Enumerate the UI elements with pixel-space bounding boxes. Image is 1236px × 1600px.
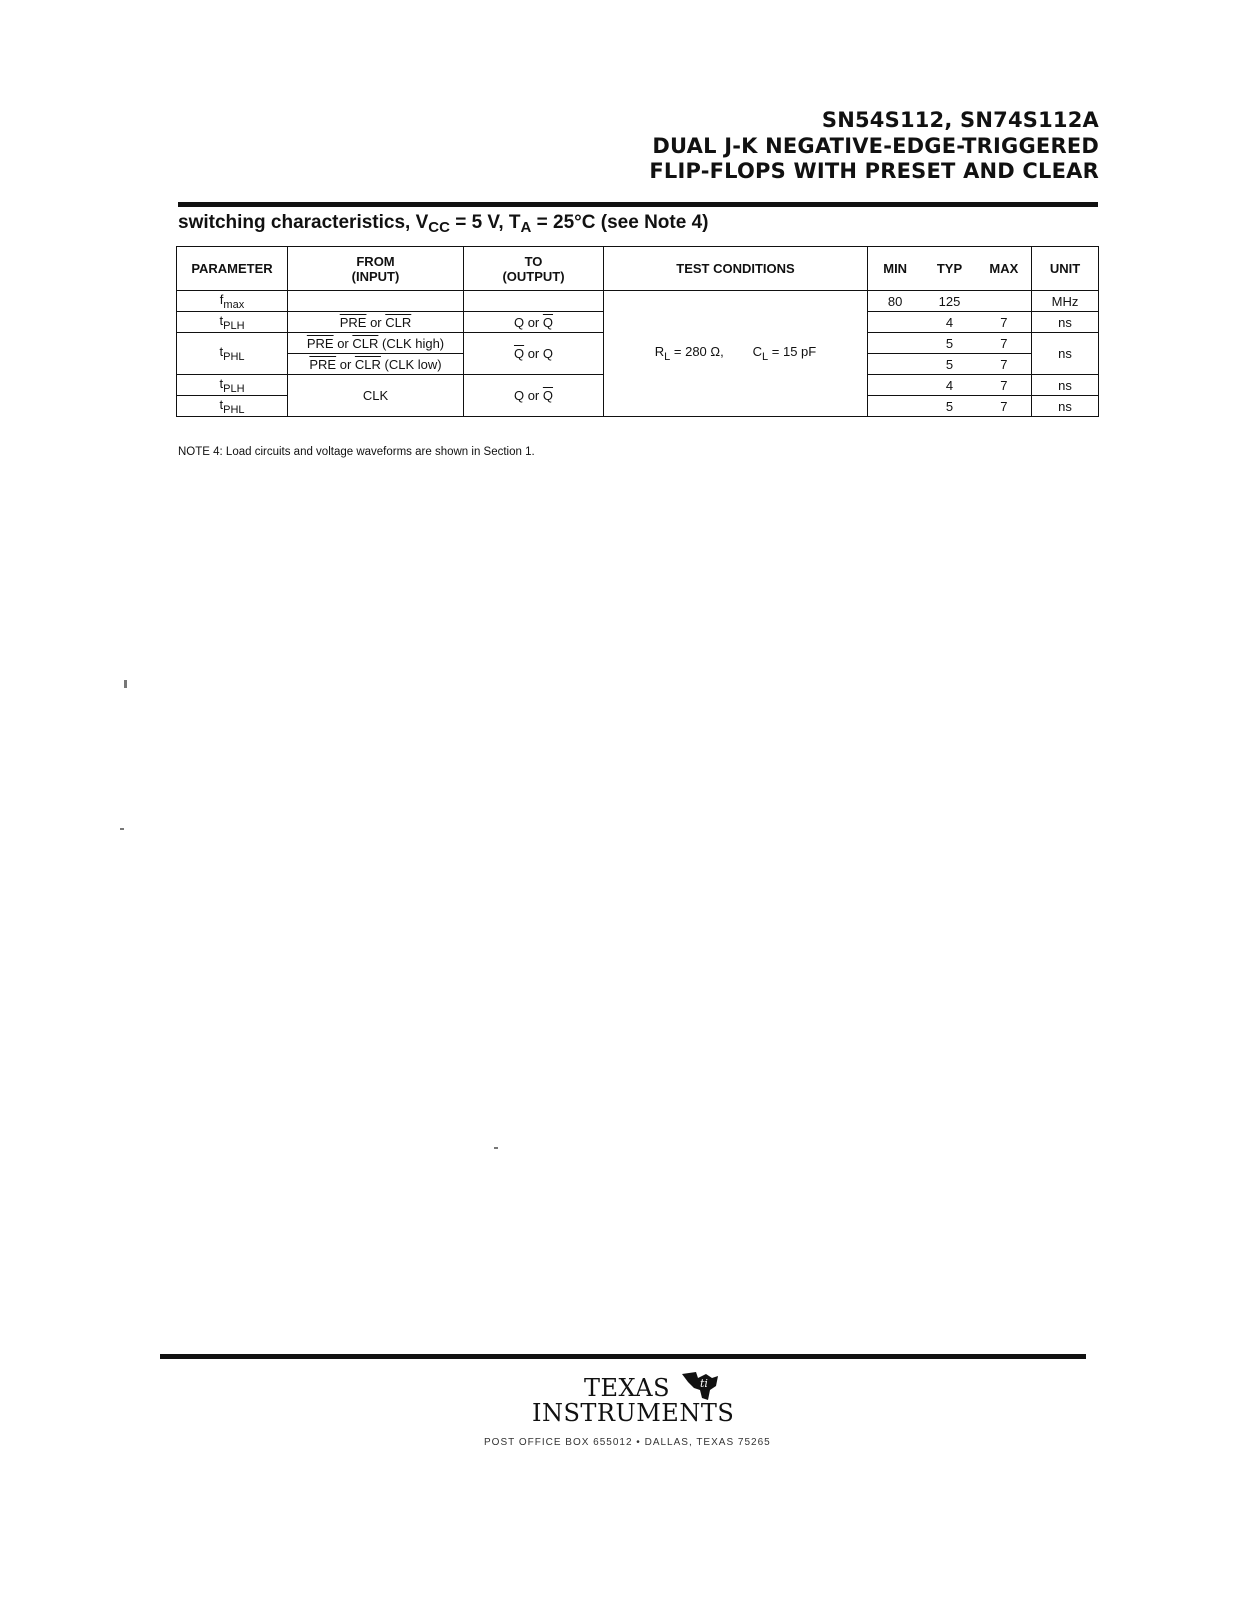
col-header-test-conditions: TEST CONDITIONS — [604, 247, 868, 291]
footer-address: POST OFFICE BOX 655012 • DALLAS, TEXAS 75265 — [484, 1437, 771, 1448]
values-cell: 5 7 — [868, 333, 1032, 354]
from-cell: $\overline{PRE}$ or $\overline{CLR}$ (CLK low) — [288, 354, 464, 375]
device-title-line-2: FLIP-FLOPS WITH PRESET AND CLEAR — [649, 159, 1099, 183]
col-header-from: FROM (INPUT) — [288, 247, 464, 291]
ti-logo-icon — [676, 1368, 724, 1404]
unit-cell: ns — [1032, 396, 1099, 417]
from-cell: $\overline{PRE}$ or $\overline{CLR}$ (CLK high) — [288, 333, 464, 354]
param-cell: $t_{PLH}$ — [177, 375, 288, 396]
section-caption: switching characteristics, $V_{CC} = 5$ V, $T_A = 25^\circ C$ (see Note 4) — [178, 212, 709, 236]
from-cell: $\overline{PRE}$ or $\overline{CLR}$ — [288, 312, 464, 333]
brand-word-texas: TEXAS — [584, 1374, 671, 1402]
svg-text:ti: ti — [700, 1377, 708, 1390]
footer-rule — [160, 1354, 1086, 1359]
to-cell: Q or $\overline{Q}$ — [464, 375, 604, 417]
table-row — [177, 291, 1099, 312]
header-rule — [178, 202, 1098, 207]
brand-word-instruments: INSTRUMENTS — [532, 1399, 735, 1427]
switching-characteristics-table — [176, 246, 1099, 417]
unit-cell: ns — [1032, 312, 1099, 333]
table-header-row — [177, 247, 1099, 291]
device-title-line-1: DUAL J-K NEGATIVE-EDGE-TRIGGERED — [652, 134, 1099, 158]
unit-cell: ns — [1032, 375, 1099, 396]
unit-cell: ns — [1032, 333, 1099, 375]
table-note: NOTE 4: Load circuits and voltage waveforms are shown in Section 1. — [178, 446, 535, 458]
col-header-unit: UNIT — [1032, 247, 1099, 291]
col-header-parameter: PARAMETER — [177, 247, 288, 291]
param-cell: $t_{PLH}$ — [177, 312, 288, 333]
param-cell: $t_{PHL}$ — [177, 333, 288, 375]
from-cell — [288, 291, 464, 312]
to-cell: $\overline{Q}$ or Q — [464, 333, 604, 375]
col-header-to: TO (OUTPUT) — [464, 247, 604, 291]
values-cell: 5 7 — [868, 354, 1032, 375]
param-cell: $f_{max}$ — [177, 291, 288, 312]
to-cell — [464, 291, 604, 312]
scan-speck — [120, 828, 124, 830]
to-cell: Q or $\overline{Q}$ — [464, 312, 604, 333]
col-header-min-typ-max: MIN TYP MAX — [868, 247, 1032, 291]
values-cell: 5 7 — [868, 396, 1032, 417]
values-cell: 80 125 — [868, 291, 1032, 312]
unit-cell: MHz — [1032, 291, 1099, 312]
scan-speck — [124, 680, 127, 688]
part-number-title: SN54S112, SN74S112A — [821, 108, 1099, 132]
from-cell: CLK — [288, 375, 464, 417]
values-cell: 4 7 — [868, 312, 1032, 333]
param-cell: $t_{PHL}$ — [177, 396, 288, 417]
values-cell: 4 7 — [868, 375, 1032, 396]
scan-speck — [494, 1147, 498, 1149]
test-conditions-cell: $R_L = 280$ Ω, $C_L = 15$ pF — [604, 291, 868, 417]
